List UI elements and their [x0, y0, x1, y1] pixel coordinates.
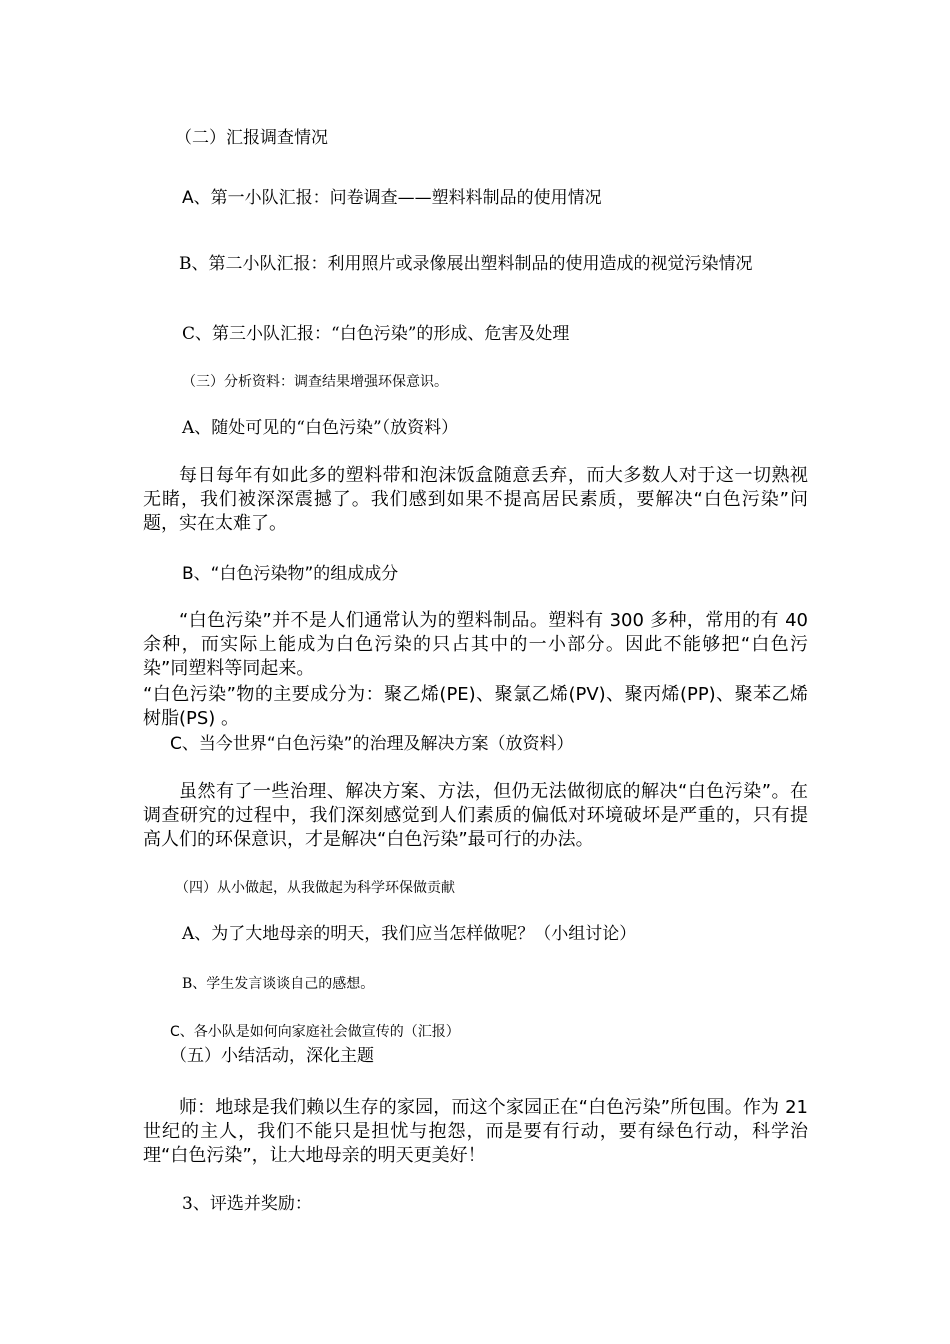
- section4-item-a: A、为了大地母亲的明天，我们应当怎样做呢？（小组讨论）: [182, 924, 637, 944]
- section3-item-c-body: 虽然有了一些治理、解决方案、方法，但仍无法做彻底的解决“白色污染”。在调查研究的过程中，我们深刻感觉到人们素质的偏低对环境破坏是严重的，只有提高人们的环保意识，才是解决“白色污染”最可行的办法。: [143, 781, 808, 850]
- section3-item-b: B、“白色污染物”的组成成分: [182, 564, 399, 584]
- section3-item-c: C、当今世界“白色污染”的治理及解决方案（放资料）: [170, 734, 574, 754]
- section5-heading: （五）小结活动，深化主题: [170, 1046, 374, 1066]
- section3-item-a-body: 每日每年有如此多的塑料带和泡沫饭盒随意丢弃，而大多数人对于这一切熟视无睹，我们被深深震撼了。我们感到如果不提高居民素质，要解决“白色污染”问题，实在太难了。: [143, 465, 808, 534]
- section3-heading: （三）分析资料：调查结果增强环保意识。: [182, 374, 448, 390]
- section3-item-b-body-2: “白色污染”物的主要成分为：聚乙烯(PE)、聚氯乙烯(PV)、聚丙烯(PP)、聚苯乙烯树脂(PS) 。: [143, 684, 808, 729]
- section4-item-b: B、学生发言谈谈自己的感想。: [182, 976, 375, 992]
- section2-item-c: C、第三小队汇报：“白色污染”的形成、危害及处理: [182, 324, 570, 344]
- section4-heading: （四）从小做起，从我做起为科学环保做贡献: [175, 880, 455, 896]
- section2-item-a: A、第一小队汇报：问卷调查——塑料料制品的使用情况: [182, 188, 602, 208]
- section5-body: 师：地球是我们赖以生存的家园，而这个家园正在“白色污染”所包围。作为 21 世纪的主人，我们不能只是担忧与抱怨，而是要有行动，要有绿色行动，科学治理“白色污染”，让大地母亲的明天更美好！: [143, 1097, 808, 1166]
- section3-item-b-body-1: “白色污染”并不是人们通常认为的塑料制品。塑料有 300 多种，常用的有 40 余种，而实际上能成为白色污染的只占其中的一小部分。因此不能够把“白色污染”同塑料等同起来。: [143, 610, 808, 679]
- section2-item-b: B、第二小队汇报：利用照片或录像展出塑料制品的使用造成的视觉污染情况: [179, 254, 753, 274]
- section3-item-a: A、随处可见的“白色污染”（放资料）: [182, 418, 459, 438]
- section2-heading: （二）汇报调查情况: [175, 128, 328, 148]
- section4-item-c: C、各小队是如何向家庭社会做宣传的（汇报）: [170, 1024, 460, 1040]
- item3-heading: 3、评选并奖励：: [182, 1194, 312, 1214]
- section2-item-b-wrapper: [143, 252, 808, 276]
